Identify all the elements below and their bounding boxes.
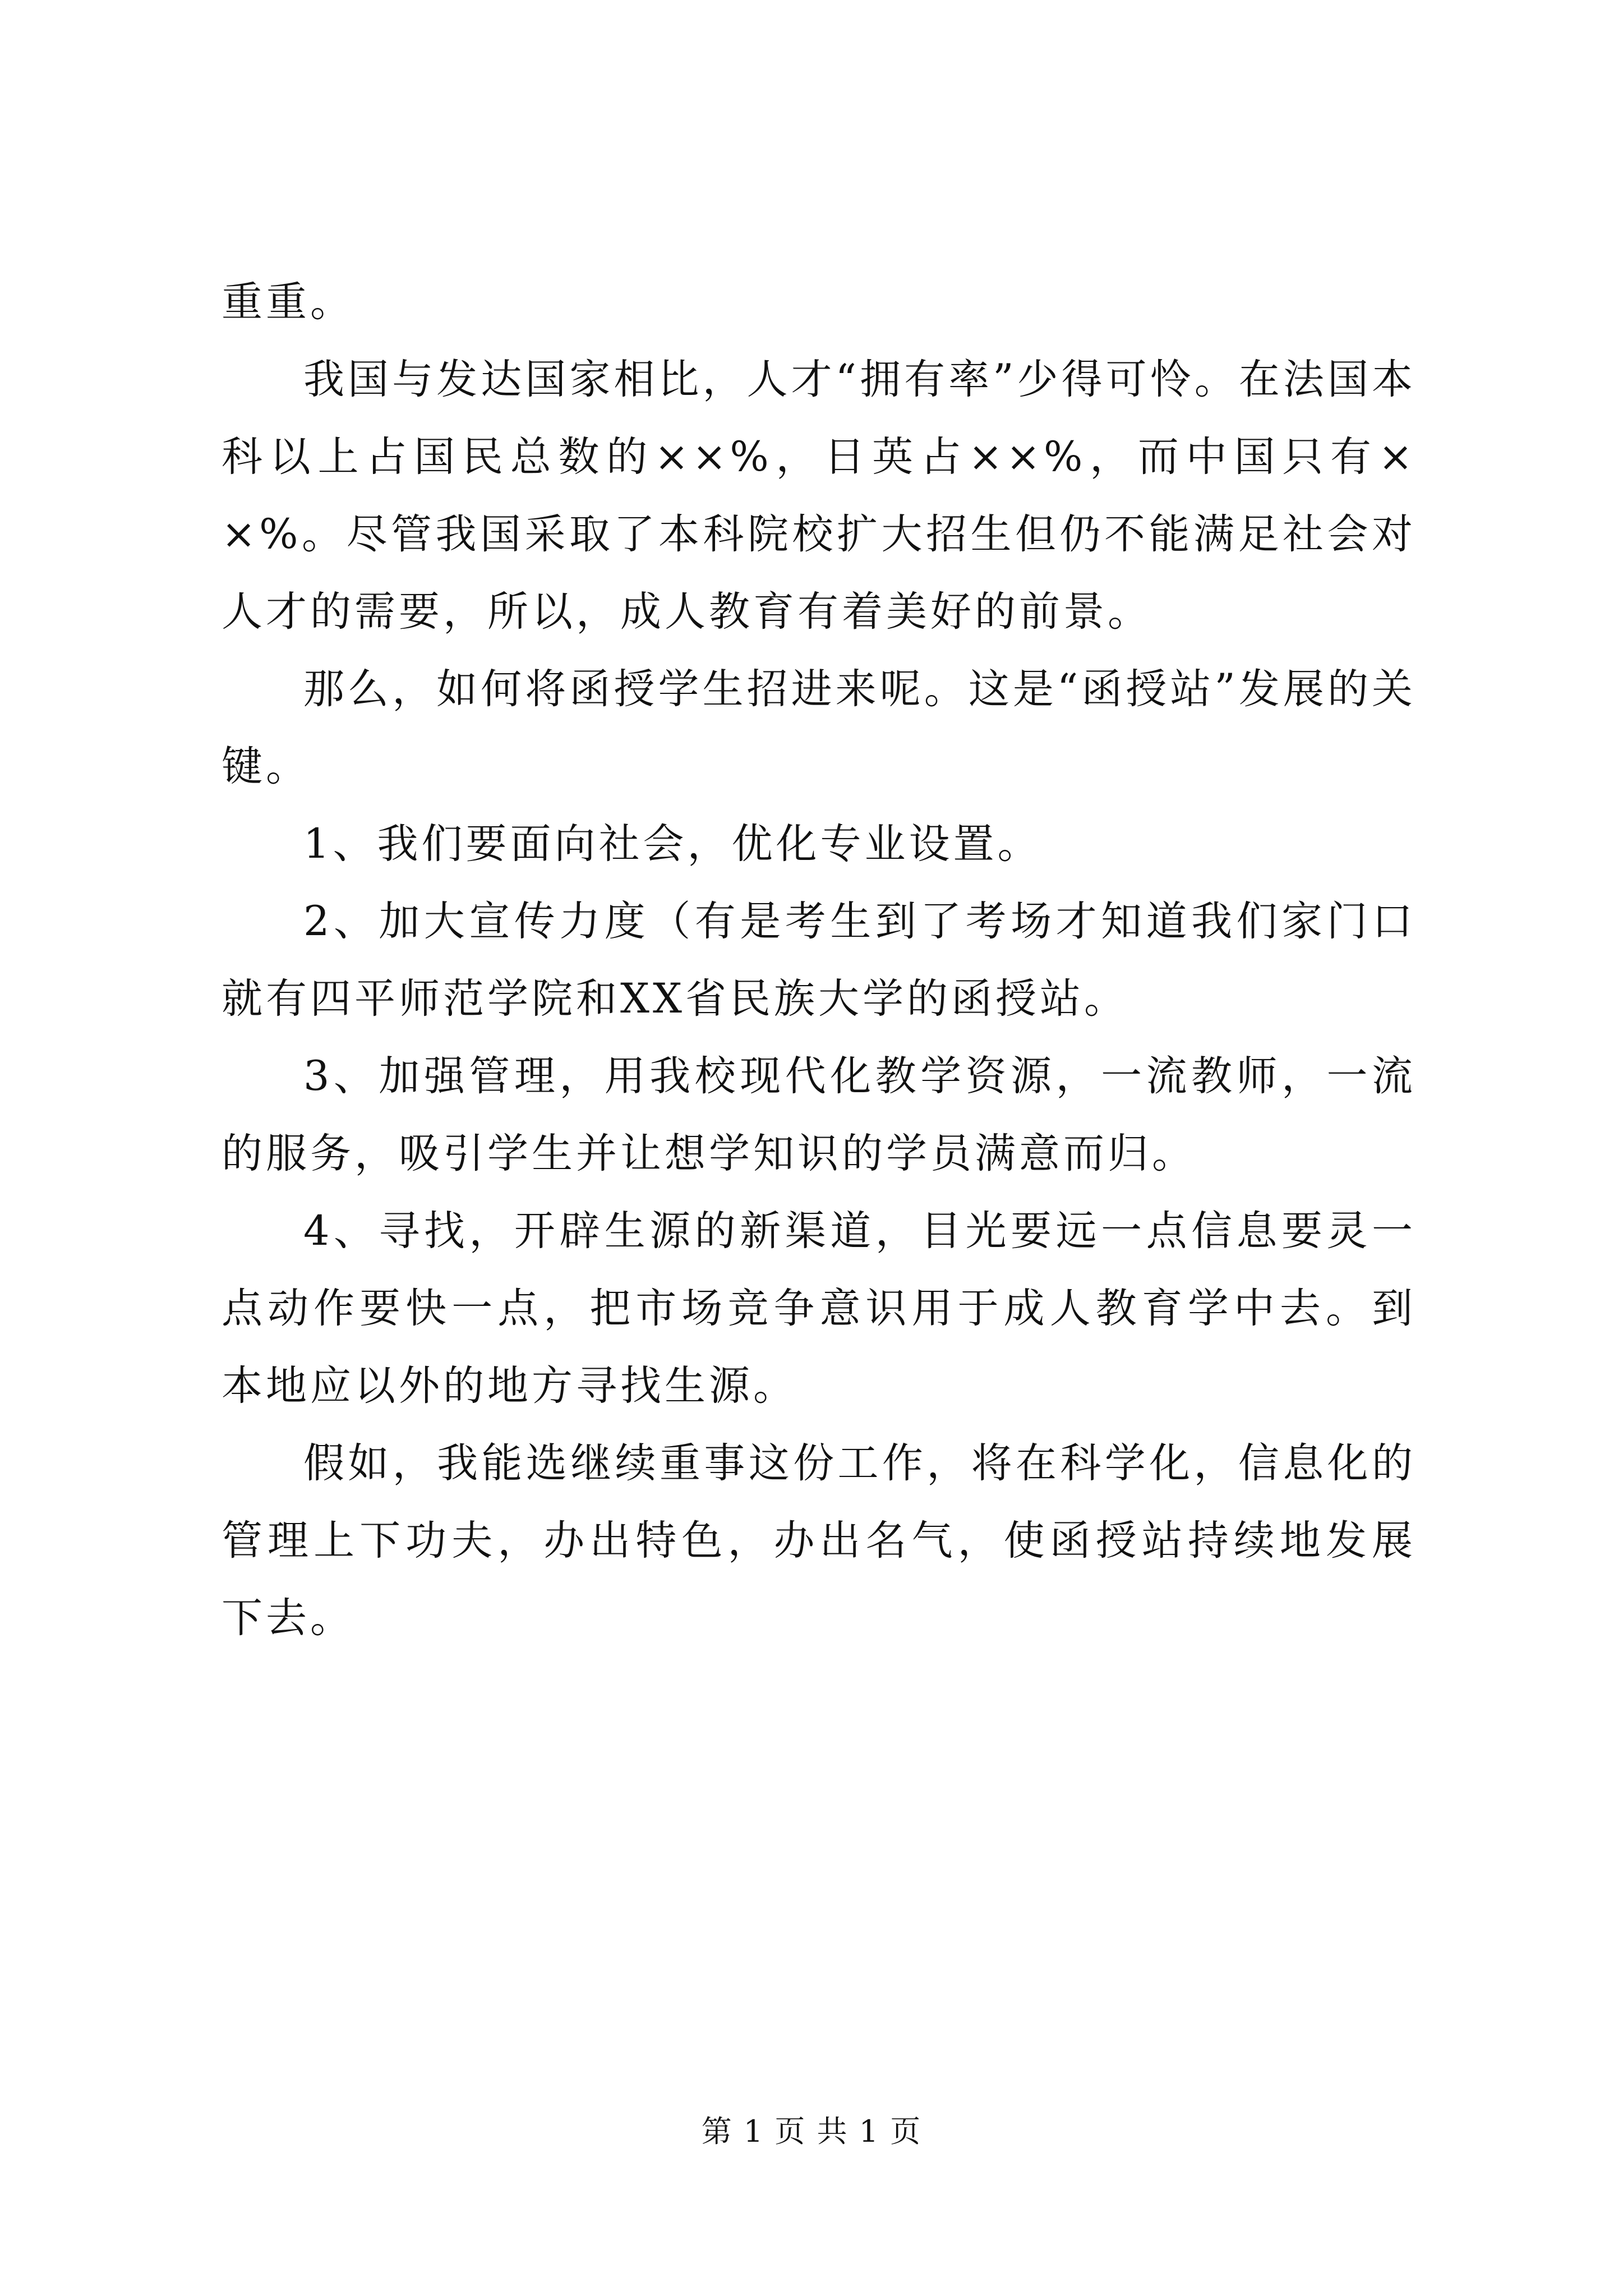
- list-item-2: 2、加大宣传力度（有是考生到了考场才知道我们家门口就有四平师范学院和XX省民族大学的函授站。: [222, 898, 1416, 1023]
- paragraph-recruitment-key: 那么，如何将函授学生招进来呢。这是“函授站”发展的关键。: [222, 665, 1416, 790]
- document-body: [222, 264, 1416, 1657]
- list-item-4: 4、寻找，开辟生源的新渠道，目光要远一点信息要灵一点动作要快一点，把市场竞争意识用于成人教育学中去。到本地应以外的地方寻找生源。: [222, 1207, 1416, 1410]
- list-item-1: 1、我们要面向社会，优化专业设置。: [303, 820, 1042, 868]
- list-item-3: 3、加强管理，用我校现代化教学资源，一流教师，一流的服务，吸引学生并让想学知识的学员满意而归。: [222, 1052, 1416, 1177]
- paragraph-continuation: 重重。: [222, 278, 354, 326]
- paragraph-talent-ratio: 我国与发达国家相比，人才“拥有率”少得可怜。在法国本科以上占国民总数的××%，日英占××%，而中国只有××%。尽管我国采取了本科院校扩大招生但仍不能满足社会对人才的需要，所以，成人教育有着美好的前景。: [222, 356, 1416, 636]
- page-number-footer: 第 1 页 共 1 页: [701, 2114, 922, 2149]
- paragraph-conclusion: 假如，我能选继续重事这份工作，将在科学化，信息化的管理上下功夫，办出特色，办出名气，使函授站持续地发展下去。: [222, 1439, 1416, 1642]
